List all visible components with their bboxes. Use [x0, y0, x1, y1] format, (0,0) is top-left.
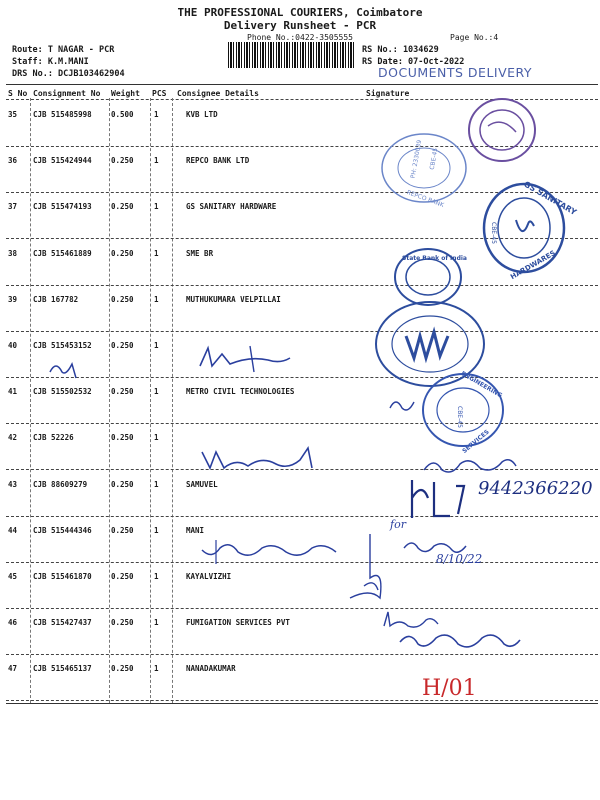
row-consignment-number: CJB 515427437: [33, 618, 92, 627]
row-serial-number: 36: [8, 156, 18, 165]
repco-stamp-cbe: CBE-45: [428, 147, 440, 171]
rs-number: RS No.: 1034629: [362, 45, 439, 55]
eng-stamp-cbe: CBE-45: [456, 406, 463, 428]
row-consignee: KAYALVIZHI: [186, 572, 232, 581]
staff: Staff: K.M.MANI: [12, 57, 89, 67]
table-bottom-line: [6, 703, 598, 704]
gs-sanitary-stamp: [478, 179, 579, 282]
sheet-title: Delivery Runsheet - PCR: [223, 19, 377, 32]
row-consignee: NANADAKUMAR: [186, 664, 236, 673]
row-serial-number: 35: [8, 110, 18, 119]
gs-stamp-bottom: HARDWARES: [509, 249, 557, 282]
red-pen-mark: H/01: [422, 676, 477, 701]
barcode: [228, 42, 356, 68]
initials-row-40: [46, 352, 86, 382]
row-consignment-number: CJB 515444346: [33, 526, 92, 535]
gs-stamp-top: GS SANITARY: [522, 179, 579, 218]
row-weight: 0.500: [111, 110, 134, 119]
kvb-stamp: [466, 96, 538, 164]
row-serial-number: 37: [8, 202, 18, 211]
row-consignment-number: CJB 515485998: [33, 110, 92, 119]
col-consignment: Consignment No: [33, 89, 101, 98]
row-divider: [6, 516, 598, 517]
handwritten-date: 8/10/22: [436, 552, 483, 566]
row-consignment-number: CJB 515465137: [33, 664, 92, 673]
col-signature: Signature: [366, 89, 410, 98]
row-consignee: SME BR: [186, 249, 214, 258]
row-serial-number: 38: [8, 249, 18, 258]
row-consignee: GS SANITARY HARDWARE: [186, 202, 277, 211]
row-consignee: SAMUVEL: [186, 480, 218, 489]
row-pcs: 1: [154, 202, 159, 211]
row-pcs: 1: [154, 618, 159, 627]
repco-bank-stamp: [376, 128, 476, 208]
signature-row-40: [190, 336, 300, 380]
phone-number: Phone No.:0422-3505555: [247, 33, 353, 42]
row-pcs: 1: [154, 156, 159, 165]
row-consignment-number: CJB 515461870: [33, 572, 92, 581]
repco-stamp-name: REPCO BANK: [405, 189, 445, 209]
row-consignment-number: CJB 515461889: [33, 249, 92, 258]
row-divider: [6, 423, 598, 424]
row-consignee: MUTHUKUMARA VELPILLAI: [186, 295, 281, 304]
row-serial-number: 44: [8, 526, 18, 535]
tamil-signature-row-46: [396, 626, 526, 656]
row-divider: [6, 608, 598, 609]
eng-stamp-bottom: SERVICES: [461, 428, 491, 455]
handwritten-phone: 9442366220: [478, 478, 593, 499]
row-consignee: KVB LTD: [186, 110, 218, 119]
row-pcs: 1: [154, 249, 159, 258]
row-serial-number: 45: [8, 572, 18, 581]
row-consignee: REPCO BANK LTD: [186, 156, 250, 165]
column-separator: [150, 98, 151, 703]
gs-stamp-cbe: CBE-45: [490, 222, 497, 244]
header-divider-top: [6, 84, 598, 85]
signature-row-42: [196, 438, 336, 478]
row-weight: 0.250: [111, 480, 134, 489]
drs-number: DRS No.: DCJB103462904: [12, 69, 125, 79]
row-pcs: 1: [154, 480, 159, 489]
row-weight: 0.250: [111, 664, 134, 673]
row-consignment-number: CJB 88609279: [33, 480, 88, 489]
row-consignment-number: CJB 515424944: [33, 156, 92, 165]
col-weight: Weight: [111, 89, 140, 98]
row-consignee: MANI: [186, 526, 205, 535]
row-weight: 0.250: [111, 156, 134, 165]
row-pcs: 1: [154, 387, 159, 396]
row-pcs: 1: [154, 664, 159, 673]
row-serial-number: 40: [8, 341, 18, 350]
eng-stamp-top: ENGINEERING: [459, 370, 504, 400]
row-pcs: 1: [154, 572, 159, 581]
column-separator: [109, 98, 110, 703]
signature-row-41: [386, 392, 426, 418]
row-divider: [6, 331, 598, 332]
row-weight: 0.250: [111, 341, 134, 350]
row-weight: 0.250: [111, 202, 134, 211]
row-pcs: 1: [154, 433, 159, 442]
col-sno: S No: [8, 89, 28, 98]
signature-row-43: [404, 474, 474, 524]
row-serial-number: 41: [8, 387, 18, 396]
row-weight: 0.250: [111, 295, 134, 304]
row-weight: 0.250: [111, 526, 134, 535]
sbi-stamp-name: State Bank of India: [402, 255, 467, 262]
documents-delivery-stamp: DOCUMENTS DELIVERY: [378, 65, 533, 80]
row-divider: [6, 285, 598, 286]
row-weight: 0.250: [111, 618, 134, 627]
row-consignment-number: CJB 515453152: [33, 341, 92, 350]
signature-row-44: [196, 536, 346, 566]
row-consignee: METRO CIVIL TECHNOLOGIES: [186, 387, 295, 396]
column-separator: [30, 98, 31, 703]
row-weight: 0.250: [111, 249, 134, 258]
row-serial-number: 39: [8, 295, 18, 304]
row-pcs: 1: [154, 341, 159, 350]
row-divider: [6, 700, 598, 701]
column-separator: [172, 98, 173, 703]
rs-date: RS Date: 07-Oct-2022: [362, 57, 465, 67]
route: Route: T NAGAR - PCR: [12, 45, 115, 55]
row-consignment-number: CJB 515474193: [33, 202, 92, 211]
col-pcs: PCS: [152, 89, 167, 98]
page-number: Page No.:4: [450, 33, 499, 42]
row-weight: 0.250: [111, 433, 134, 442]
row-weight: 0.250: [111, 572, 134, 581]
row-pcs: 1: [154, 110, 159, 119]
row-consignment-number: CJB 515502532: [33, 387, 92, 396]
row-consignee: FUMIGATION SERVICES PVT: [186, 618, 290, 627]
handwritten-for: for: [390, 518, 406, 531]
row-pcs: 1: [154, 526, 159, 535]
repco-stamp-ph: PH: 2330039: [409, 139, 424, 179]
row-pcs: 1: [154, 295, 159, 304]
row-divider: [6, 377, 598, 378]
row-serial-number: 47: [8, 664, 18, 673]
row-serial-number: 43: [8, 480, 18, 489]
company-title: THE PROFESSIONAL COURIERS, Coimbatore: [177, 6, 423, 19]
row-serial-number: 42: [8, 433, 18, 442]
row-weight: 0.250: [111, 387, 134, 396]
engineering-services-stamp: [418, 370, 508, 455]
signature-row-45: [340, 528, 400, 608]
row-consignment-number: CJB 167782: [33, 295, 79, 304]
row-consignment-number: CJB 52226: [33, 433, 74, 442]
row-serial-number: 46: [8, 618, 18, 627]
col-consignee: Consignee Details: [177, 89, 259, 98]
